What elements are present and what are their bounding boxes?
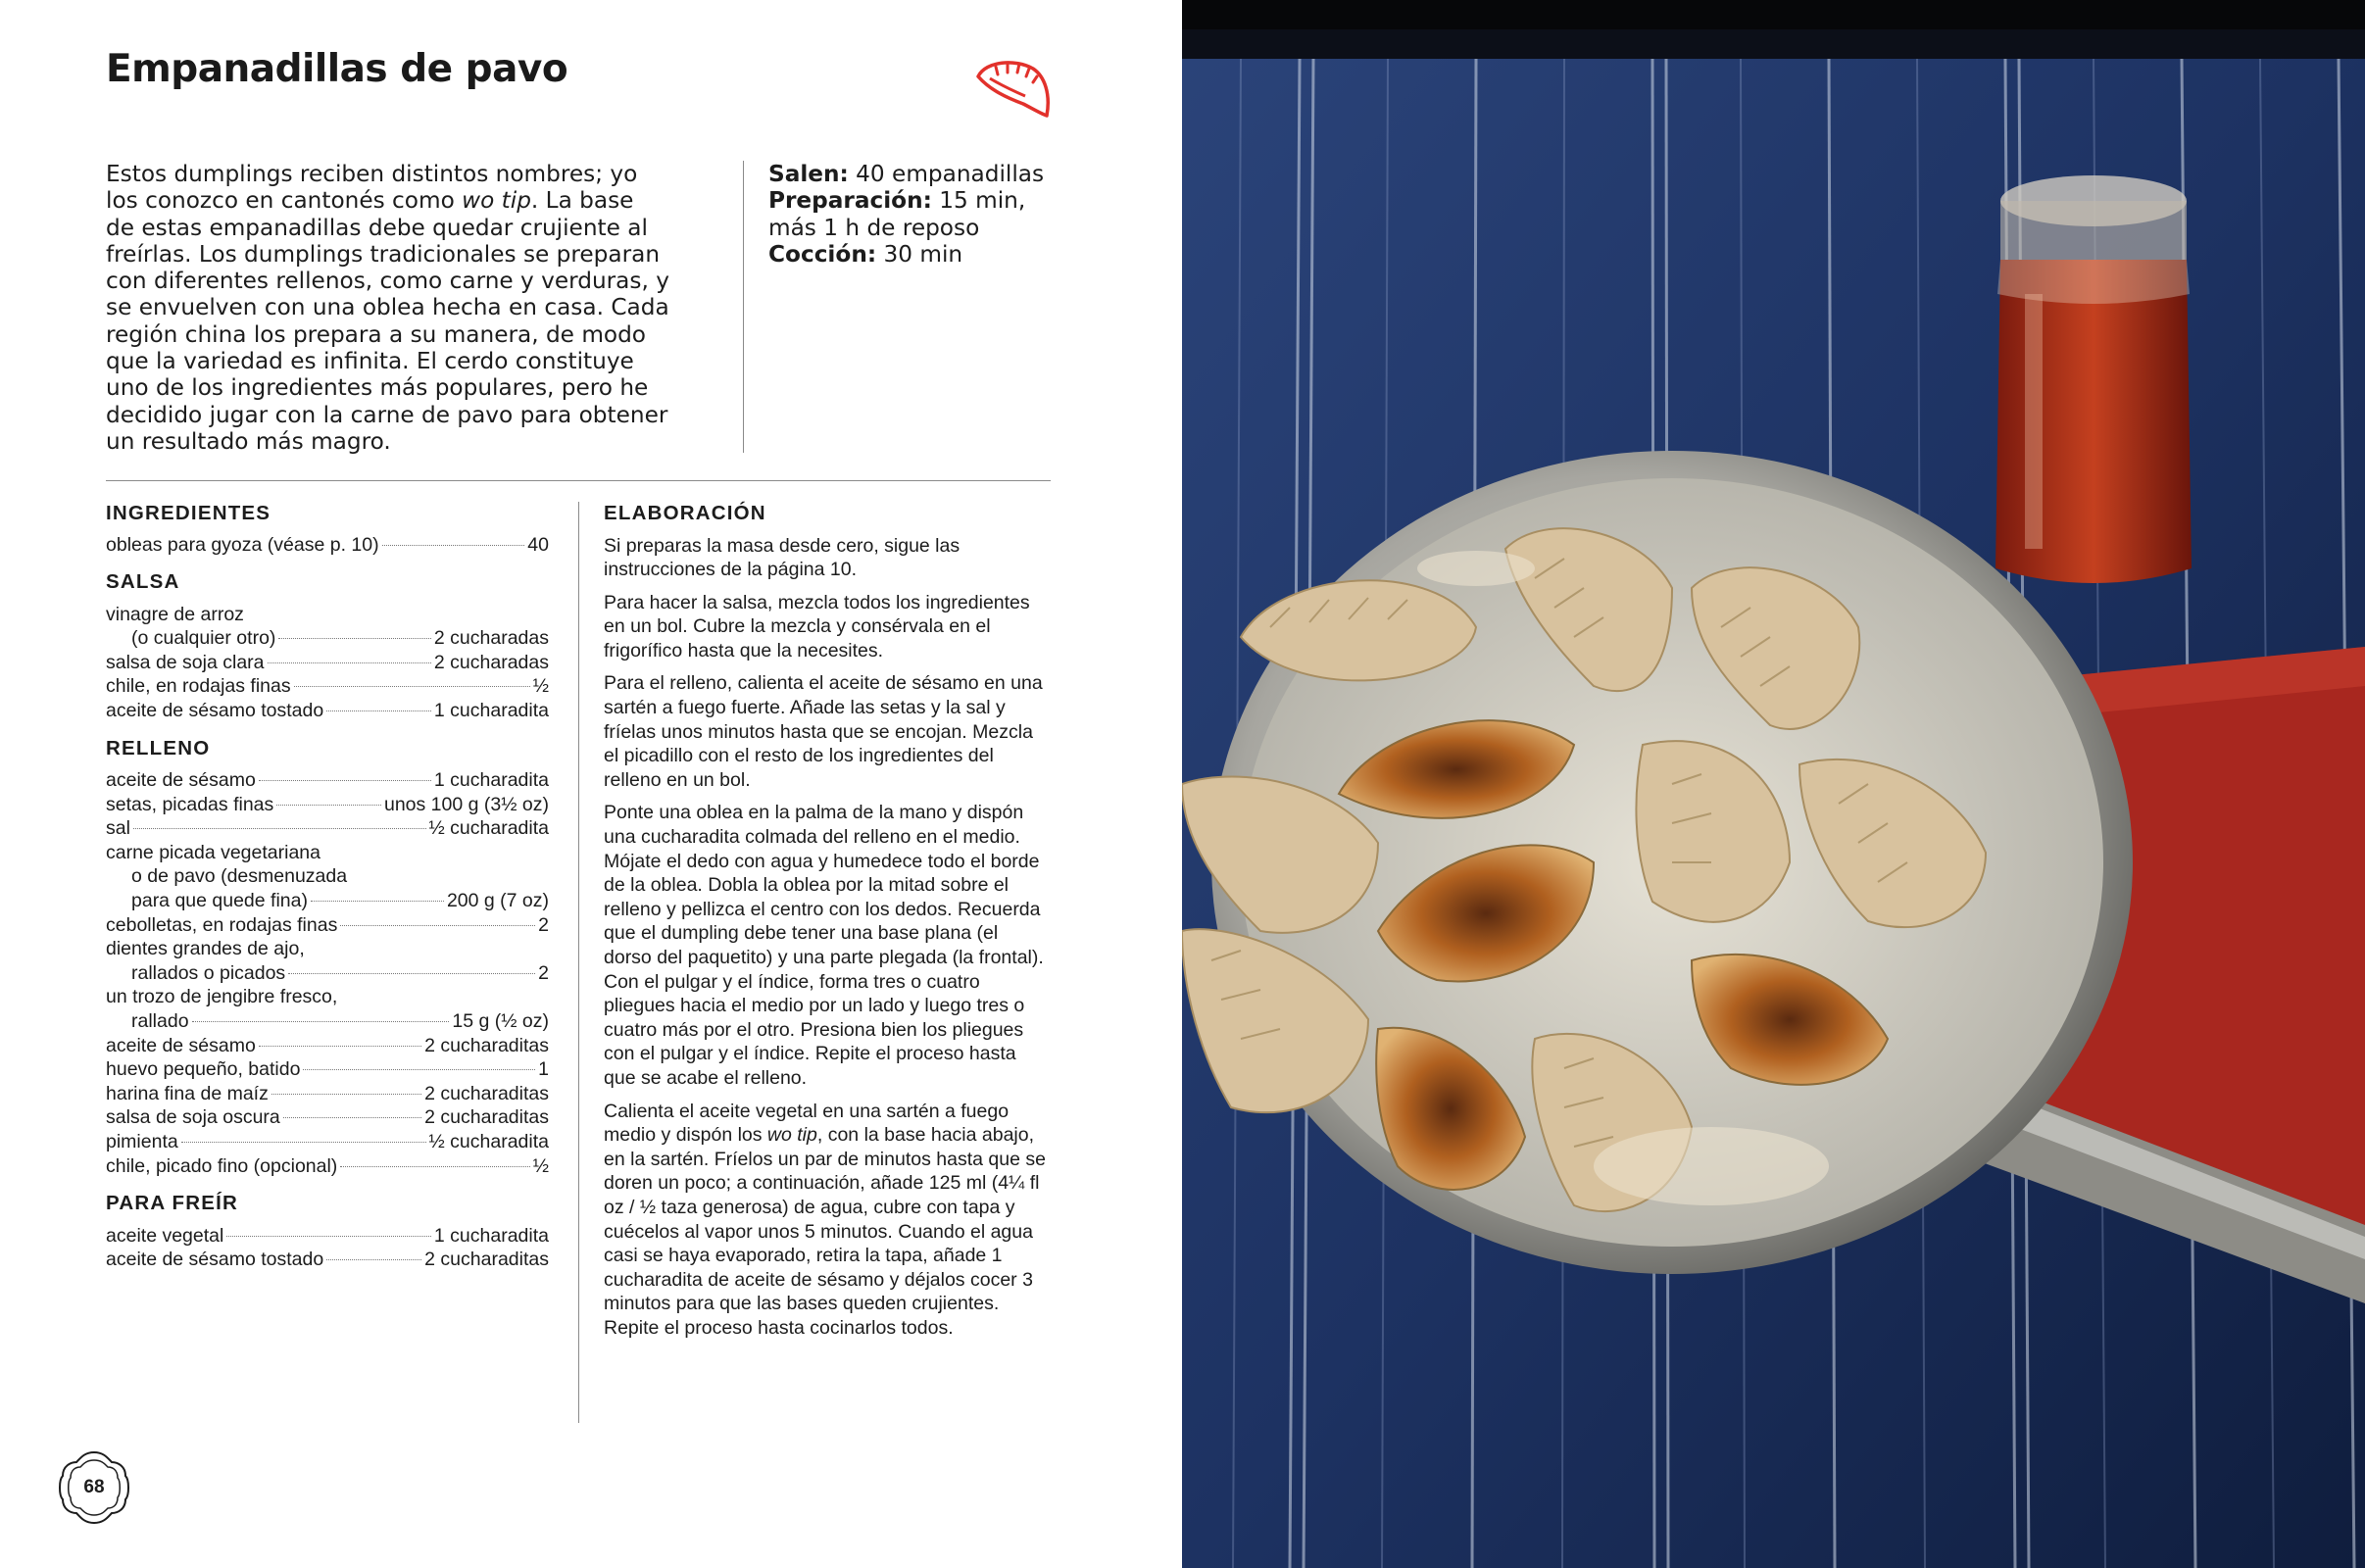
- intro-line: freírlas. Los dumplings tradicionales se preparan: [106, 240, 661, 268]
- ingredient-row: chile, picado fino (opcional) ½: [106, 1154, 549, 1177]
- method-heading: ELABORACIÓN: [604, 502, 766, 524]
- intro-line: de estas empanadillas debe quedar crujiente al: [106, 214, 648, 241]
- ingredient-row: un trozo de jengibre fresco,: [106, 986, 338, 1008]
- ingredient-row: aceite de sésamo tostado 1 cucharadita: [106, 699, 549, 721]
- ingredient-row: vinagre de arroz: [106, 603, 244, 625]
- ingredient-row: (o cualquier otro) 2 cucharadas: [131, 627, 549, 650]
- column-divider: [578, 502, 579, 1423]
- recipe-photo: [1182, 0, 2365, 1568]
- ingredient-row: sal ½ cucharadita: [106, 817, 549, 840]
- ingredient-row: huevo pequeño, batido 1: [106, 1058, 549, 1081]
- salsa-heading: SALSA: [106, 570, 180, 594]
- intro-line: que la variedad es infinita. El cerdo constituye: [106, 348, 634, 375]
- recipe-yield: [768, 161, 1062, 268]
- ingredient-row: o de pavo (desmenuzada: [131, 865, 348, 888]
- method-step: Para el relleno, calienta el aceite de sésamo en una sartén a fuego fuerte. Añade las setas y la sal y fríelas unos minutos hasta que se encojan. Mezcla el picadillo con el resto de los ingredientes del relleno en un bol.: [604, 672, 1043, 791]
- intro-line: se envuelven con una oblea hecha en casa. Cada: [106, 294, 669, 321]
- intro-line: Estos dumplings reciben distintos nombres; yo: [106, 161, 638, 187]
- yield-prep-rest: más 1 h de reposo: [768, 214, 980, 241]
- freir-heading: PARA FREÍR: [106, 1192, 238, 1215]
- method-step: Para hacer la salsa, mezcla todos los ingredientes en un bol. Cubre la mezcla y consérvala en el frigorífico hasta que la necesites.: [604, 591, 1030, 662]
- section-divider: [106, 480, 1051, 481]
- page-number: 68: [83, 1477, 105, 1497]
- ingredient-row: chile, en rodajas finas ½: [106, 675, 549, 698]
- recipe-page: [0, 0, 1182, 1568]
- ingredient-row: pimienta ½ cucharadita: [106, 1130, 549, 1152]
- intro-line: región china los prepara a su manera, de modo: [106, 320, 646, 348]
- method-step: Si preparas la masa desde cero, sigue las instrucciones de la página 10.: [604, 534, 961, 581]
- ingredient-row: harina fina de maíz 2 cucharaditas: [106, 1082, 549, 1104]
- ingredient-row: setas, picadas finas unos 100 g (3½ oz): [106, 793, 549, 815]
- intro-line: con diferentes rellenos, como carne y verduras, y: [106, 268, 669, 295]
- dumplings-pan-photo: [1182, 0, 2365, 1568]
- intro-line: decidido jugar con la carne de pavo para obtener: [106, 401, 668, 428]
- method-column: [604, 502, 1051, 1349]
- ingredient-row: obleas para gyoza (véase p. 10) 40: [106, 533, 549, 556]
- ingredient-row: carne picada vegetariana: [106, 841, 320, 863]
- ingredient-row: salsa de soja oscura 2 cucharaditas: [106, 1106, 549, 1129]
- yield-servings: Salen: 40 empanadillas: [768, 161, 1045, 187]
- yield-cook-time: Cocción: 30 min: [768, 240, 963, 268]
- ingredient-row: dientes grandes de ajo,: [106, 938, 305, 960]
- intro-line: los conozco en cantonés como wo tip. La base: [106, 187, 634, 215]
- ingredient-row: aceite de sésamo 1 cucharadita: [106, 769, 549, 792]
- intro-italic: wo tip: [462, 187, 531, 215]
- ingredients-column: [106, 502, 549, 1272]
- intro-line: un resultado más magro.: [106, 427, 391, 455]
- ingredient-row: salsa de soja clara 2 cucharadas: [106, 651, 549, 673]
- intro-line: uno de los ingredientes más populares, pero he: [106, 374, 649, 402]
- relleno-heading: RELLENO: [106, 736, 211, 760]
- ingredient-row: rallado 15 g (½ oz): [131, 1010, 549, 1032]
- ingredient-row: para que quede fina) 200 g (7 oz): [131, 890, 549, 912]
- ingredient-row: aceite de sésamo tostado 2 cucharaditas: [106, 1249, 549, 1271]
- ingredient-row: cebolletas, en rodajas finas 2: [106, 913, 549, 936]
- ingredient-row: aceite vegetal 1 cucharadita: [106, 1224, 549, 1247]
- recipe-title: Empanadillas de pavo: [106, 47, 568, 91]
- method-step: Ponte una oblea en la palma de la mano y dispón una cucharadita colmada del relleno en el medio. Mójate el dedo con agua y humedece todo el borde de la oblea. Dobla la oblea por la mitad sobre el relleno y pellizca el centro con los dedos. Recuerda que el dumpling debe tener una base plana (el dorso del paquetito) y una parte plegada (la frontal). Con el pulgar y el índice, forma tres o cuatro pliegues hacia el medio por un lado y luego tres o cuatro más por el otro. Presiona bien los pliegues con el pulgar y el índice. Repite el proceso hasta que se acabe el relleno.: [604, 802, 1044, 1089]
- ingredient-row: rallados o picados 2: [131, 961, 549, 984]
- column-divider: [743, 161, 744, 453]
- yield-prep-time: Preparación: 15 min,: [768, 187, 1026, 215]
- dumpling-icon: [972, 55, 1055, 123]
- ingredient-row: aceite de sésamo 2 cucharaditas: [106, 1034, 549, 1056]
- ingredients-heading: INGREDIENTES: [106, 502, 271, 524]
- recipe-intro: [106, 161, 714, 455]
- method-step: Calienta el aceite vegetal en una sartén a fuego medio y dispón los wo tip, con la base hacia abajo, en la sartén. Fríelos un par de minutos hasta que se doren un poco; a continuación, añade 125 ml (4¼ fl oz / ½ taza generosa) de agua, cubre con tapa y cuécelos al vapor unos 5 minutos. Cuando el agua casi se haya evaporado, retira la tapa, añade 1 cucharadita de aceite de sésamo y déjalos cocer 3 minutos para que las bases queden crujientes. Repite el proceso hasta cocinarlos todos.: [604, 1100, 1046, 1339]
